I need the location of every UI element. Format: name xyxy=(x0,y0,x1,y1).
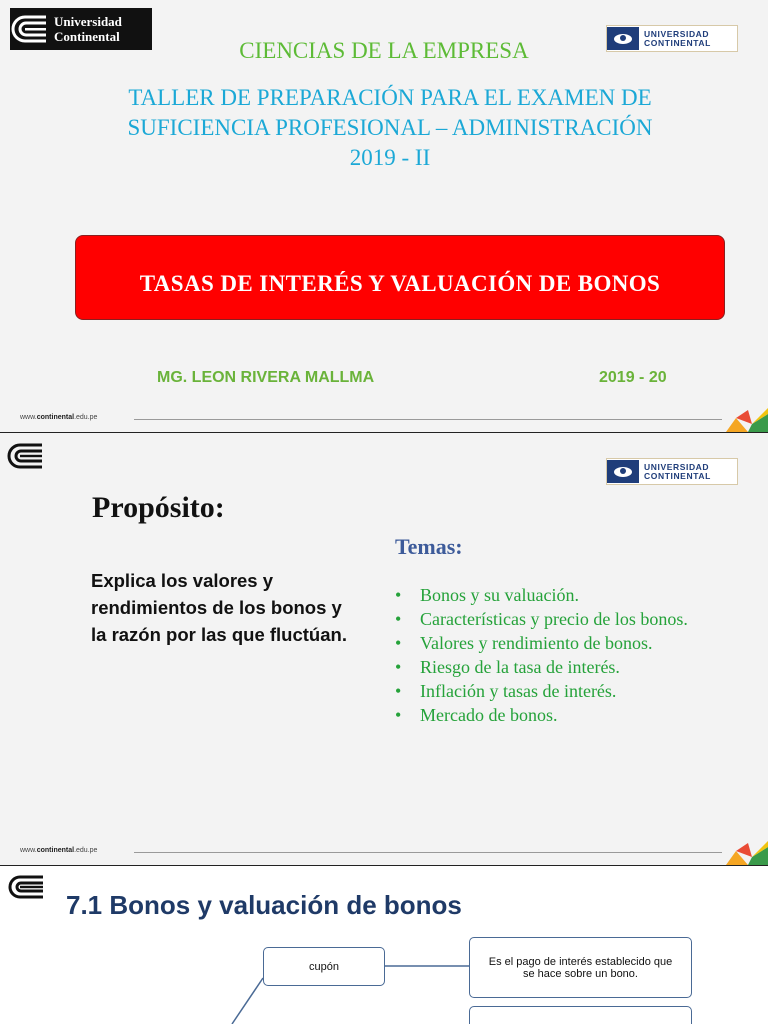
topics-list xyxy=(395,583,695,727)
next-definition-box xyxy=(469,1006,692,1024)
footer-url-brand: continental xyxy=(36,414,75,421)
corner-decoration-icon xyxy=(718,406,768,432)
title-slide xyxy=(0,0,768,432)
section-title: 7.1 Bonos y valuación de bonos xyxy=(66,890,462,920)
footer-url-prefix: www. xyxy=(20,847,37,854)
footer-url xyxy=(20,847,97,854)
subtitle-line: SUFICIENCIA PROFESIONAL – ADMINISTRACIÓN xyxy=(127,115,653,140)
coupon-box xyxy=(263,947,385,986)
period-year: 2019 - 20 xyxy=(599,369,667,386)
bullet: • xyxy=(395,633,402,653)
topic-text: Bonos y su valuación. xyxy=(420,585,579,605)
bullet: • xyxy=(395,585,402,605)
topic-text: Mercado de bonos. xyxy=(420,705,558,725)
coupon-definition: Es el pago de interés establecido que se hace sobre un bono. xyxy=(488,955,673,980)
author-name: MG. LEON RIVERA MALLMA xyxy=(157,369,375,386)
connector-line xyxy=(232,978,263,1024)
bonds-slide xyxy=(0,866,768,1024)
footer-url-prefix: www. xyxy=(20,414,37,421)
coupon-definition-box xyxy=(469,937,692,998)
bullet: • xyxy=(395,681,402,701)
footer-divider xyxy=(134,852,722,853)
faculty-heading: CIENCIAS DE LA EMPRESA xyxy=(239,38,529,63)
topic-text: Características y precio de los bonos. xyxy=(420,609,688,629)
topic-banner-title: TASAS DE INTERÉS Y VALUACIÓN DE BONOS xyxy=(139,270,661,296)
list-item xyxy=(395,655,695,679)
purpose-slide xyxy=(0,433,768,865)
banner-line-2: CONTINENTAL xyxy=(644,37,711,48)
topic-text: Inflación y tasas de interés. xyxy=(420,681,617,701)
footer-url-suffix: .edu.pe xyxy=(74,847,98,854)
purpose-text: Explica los valores y rendimientos de los bonos y la razón por las que fluctúan. xyxy=(91,570,347,645)
topic-banner xyxy=(75,235,725,320)
coupon-label: cupón xyxy=(309,960,339,973)
uc-shield-icon xyxy=(607,460,639,483)
banner-line-2: CONTINENTAL xyxy=(644,470,711,481)
subtitle-line: TALLER DE PREPARACIÓN PARA EL EXAMEN DE xyxy=(128,85,652,110)
list-item xyxy=(395,703,695,727)
bullet: • xyxy=(395,609,402,629)
purpose-title: Propósito: xyxy=(92,491,225,524)
list-item xyxy=(395,631,695,655)
list-item xyxy=(395,583,695,607)
logo-line-1: Universidad xyxy=(54,14,122,29)
topic-text: Riesgo de la tasa de interés. xyxy=(420,657,620,677)
footer-url-brand: continental xyxy=(36,847,75,854)
banner-line-1: UNIVERSIDAD xyxy=(644,28,710,39)
logo-line-2: Continental xyxy=(54,29,120,44)
topic-text: Valores y rendimiento de bonos. xyxy=(420,633,653,653)
footer-url-suffix: .edu.pe xyxy=(74,414,98,421)
topics-title: Temas: xyxy=(395,534,463,559)
footer-divider xyxy=(134,419,722,420)
bullet: • xyxy=(395,705,402,725)
uc-banner-logo xyxy=(606,458,738,485)
uc-emblem-icon xyxy=(4,439,48,473)
workshop-subtitle xyxy=(60,83,720,173)
list-item xyxy=(395,679,695,703)
bullet: • xyxy=(395,657,402,677)
corner-decoration-icon xyxy=(718,839,768,865)
footer-url xyxy=(20,414,97,421)
subtitle-line: 2019 - II xyxy=(349,145,431,170)
list-item xyxy=(395,607,695,631)
banner-line-1: UNIVERSIDAD xyxy=(644,461,710,472)
